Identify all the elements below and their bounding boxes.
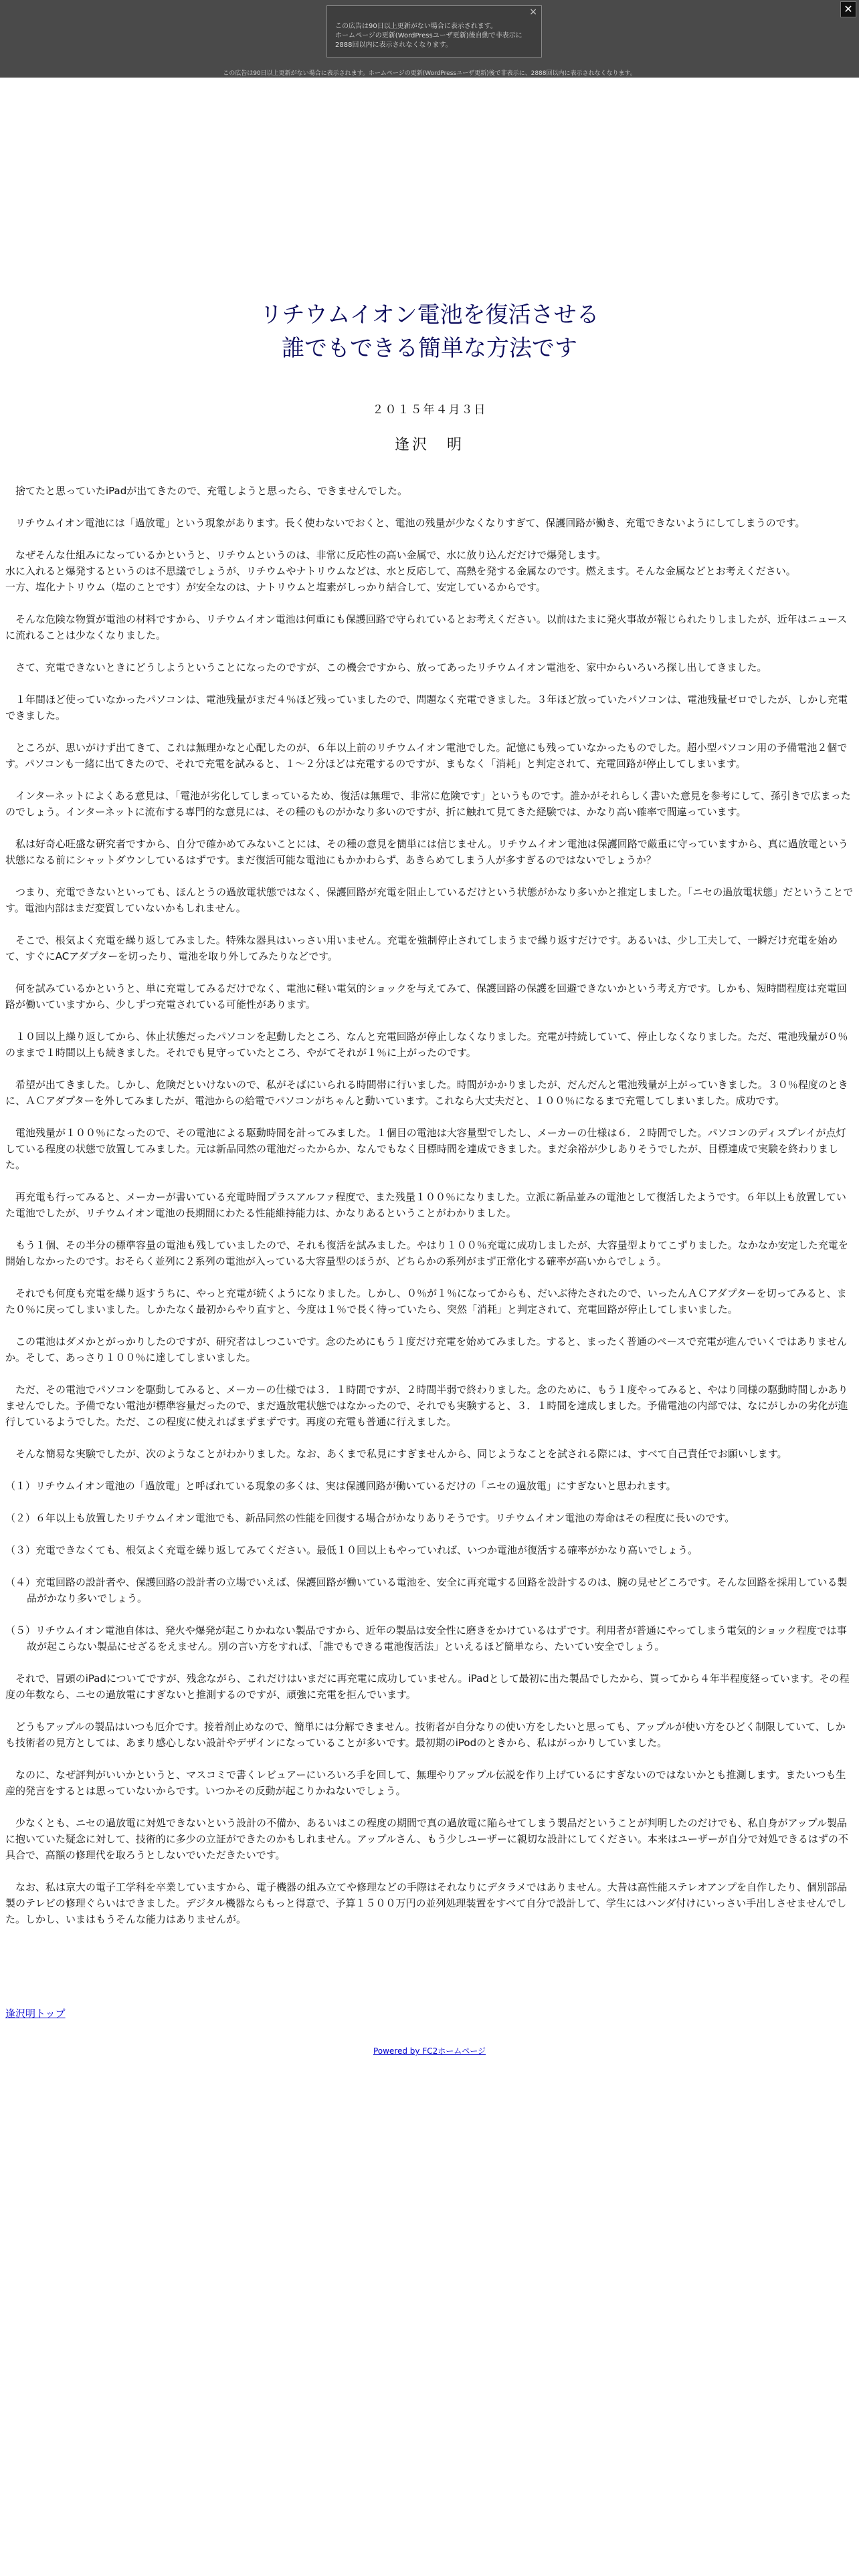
author-top-link[interactable]: 逢沢明トップ [5,2008,66,2020]
ad-line: この広告は90日以上更新がない場合に表示されます。 [335,23,497,30]
window-close-button[interactable]: ✕ [840,1,856,17]
paragraph: なお、私は京大の電子工学科を卒業していますから、電子機器の組み立てや修理などの手際はそれなりにデタラメではありません。大昔は高性能ステレオアンプを自作したり、個別部品製のテレビの修理ぐらいはできました。デジタル機器ならもっと得意で、予算１５００万円の並列処理装置をすべて自分で設計して、学生にはハンダ付けにいっさい手出しさせませんでした。しかし、いまはもうそんな能力はありませんが。 [5,1881,848,1925]
paragraph: つまり、充電できないといっても、ほんとうの過放電状態ではなく、保護回路が充電を阻止しているだけという状態がかなり多いかと推定しました。「ニセの過放電状態」だということです。電池内部はまだ変質していないかもしれません。 [5,886,854,914]
paragraph: さて、充電できないときにどうしようということになったのですが、この機会ですから、放ってあったリチウムイオン電池を、家中からいろいろ探し出してきました。 [5,661,767,673]
list-item: （４）充電回路の設計者や、保護回路の設計者の立場でいえば、保護回路が働いている電池を、安全に再充電する回路を設計するのは、腕の見せどころです。そんな回路を採用している製品がかなり多いでしょう。 [5,1576,848,1604]
paragraph: 捨てたと思っていたiPadが出てきたので、充電しようと思ったら、できませんでした。 [5,485,407,497]
paragraph: それで、冒頭のiPadについてですが、残念ながら、これだけはいまだに再充電に成功していません。iPadとして最初に出た製品でしたから、買ってから４年半程度経っています。その程度の年数なら、ニセの過放電にすぎないと推測するのですが、頑強に充電を拒んでいます。 [5,1673,850,1701]
list-item: （３）充電できなくても、根気よく充電を繰り返してみてください。最低１０回以上もやっていれば、いつか電池が復活する確率がかなり高いでしょう。 [5,1544,698,1556]
title-line: リチウムイオン電池を復活させる [260,302,599,328]
paragraph: どうもアップルの製品はいつも厄介です。接着剤止めなので、簡単には分解できません。技術者が自分なりの使い方をしたいと思っても、アップルが使い方をひどく制限していて、しかも技術者の見方としては、あまり感心しない設計やデザインになっていることが多いです。最初期のiPodのときから、私はがっかりしていました。 [5,1721,846,1749]
article-date: ２０１５年４月３日 [372,403,487,417]
paragraph: そこで、根気よく充電を繰り返してみました。特殊な器具はいっさい用いません。充電を強制停止されてしまうまで繰り返すだけです。あるいは、少し工夫して、一瞬だけ充電を始めて、すぐにACアダプターを切ったり、電池を取り外してみたりなどです。 [5,934,838,962]
paragraph: この電池はダメかとがっかりしたのですが、研究者はしつこいです。念のためにもう１度だけ充電を始めてみました。すると、まったく普通のペースで充電が進んでいくではありませんか。そして、あっさり１００％に達してしまいました。 [5,1335,848,1364]
list-item: （１）リチウムイオン電池の「過放電」と呼ばれている現象の多くは、実は保護回路が働いているだけの「ニセの過放電」にすぎないと思われます。 [5,1480,676,1492]
article-title [0,298,859,365]
paragraph: もう１個、その半分の標準容量の電池も残していましたので、それも復活を試みました。やはり１００％充電に成功しましたが、大容量型よりてこずりました。なかなか安定した充電を開始しなかったのです。おそらく並列に２系列の電池が入っている大容量型のほうが、どちらかの系列がまず正常化する確率が高いからでしょう。 [5,1239,848,1267]
title-line: 誰でもできる簡単な方法です [282,335,577,362]
list-item: （５）リチウムイオン電池自体は、発火や爆発が起こりかねない製品ですから、近年の製品は安全性に磨きをかけているはずです。利用者が普通にやってしまう電気的ショック程度では事故が起こらない製品にせざるをえません。別の言い方をすれば、「誰でもできる電池復活法」といえるほど簡単なら、たいてい安全でしょう。 [5,1624,847,1652]
ad-line: ホームページの更新(WordPressユーザ更新)後自動で非表示に [335,32,522,39]
paragraph: 再充電も行ってみると、メーカーが書いている充電時間プラスアルファ程度で、また残量１００％になりました。立派に新品並みの電池として復活したようです。６年以上も放置していた電池でしたが、リチウムイオン電池の長期間にわたる性能維持能力は、かなりあるということがわかりました。 [5,1191,846,1219]
paragraph: インターネットによくある意見は、「電池が劣化してしまっているため、復活は無理で、非常に危険です」というものです。誰かがそれらしく書いた意見を参考にして、孫引きで広まったのでしょう。インターネットに流布する専門的な意見には、その種のものがかなり多いのですが、折に触れて見てきた経験では、かなり高い確率で間違っています。 [5,790,851,818]
ad-banner-bar [0,0,859,78]
ad-box[interactable] [326,5,542,58]
paragraph: 私は好奇心旺盛な研究者ですから、自分で確かめてみないことには、その種の意見を簡単には信じません。リチウムイオン電池は保護回路で厳重に守っていますから、真に過放電という状態になる前にシャットダウンしているはずです。まだ復活可能な電池にもかかわらず、あきらめてしまう人が多すぎるのではないでしょうか？ [5,838,848,866]
article-body [5,483,854,1943]
article-author: 逢沢 明 [394,437,464,453]
paragraph: なのに、なぜ評判がいいかというと、マスコミで書くレビュアーにいろいろ手を回して、無理やりアップル伝説を作り上げているにすぎないのではないかとも推測します。またいつも生産的発言をするとは思っていないからです。いつかその反動が起こりかねないでしょう。 [5,1769,846,1797]
ad-note: この広告は90日以上更新がない場合に表示されます。ホームページの更新(WordPressユーザ更新)後で非表示に、2888回以内に表示されなくなります。 [223,70,636,77]
paragraph: そんな簡易な実験でしたが、次のようなことがわかりました。なお、あくまで私見にすぎませんから、同じようなことを試される際には、すべて自己責任でお願いします。 [5,1448,787,1460]
paragraph: 水に入れると爆発するというのは不思議でしょうが、リチウムやナトリウムなどは、水と反応して、高熱を発する金属なのです。燃えます。そんな金属などとお考えください。 [5,565,796,577]
powered-by-link[interactable]: Powered by FC2ホームページ [373,2046,486,2056]
paragraph: ところが、思いがけず出てきて、これは無理かなと心配したのが、６年以上前のリチウムイオン電池でした。記憶にも残っていなかったものでした。超小型パソコン用の予備電池２個です。パソコンも一緒に出てきたので、それで充電を試みると、１～２分ほどは充電するのですが、まもなく「消耗」と判定されて、充電回路が停止してしまいます。 [5,742,848,770]
paragraph: なぜそんな仕組みになっているかというと、リチウムというのは、非常に反応性の高い金属で、水に放り込んだだけで爆発します。 [5,549,607,561]
paragraph: 一方、塩化ナトリウム（塩のことです）が安全なのは、ナトリウムと塩素がしっかり結合して、安定しているからです。 [5,581,547,593]
ad-close-icon[interactable]: × [529,7,537,17]
footer [0,2045,859,2056]
paragraph: 何を試みているかというと、単に充電してみるだけでなく、電池に軽い電気的ショックを与えてみて、保護回路の保護を回避できないかという考え方です。しかも、短時間程度は充電回路が働いていますから、少しずつ充電されている可能性があります。 [5,982,847,1010]
paragraph: 電池残量が１００％になったので、その電池による駆動時間を計ってみました。１個目の電池は大容量型でしたし、メーカーの仕様は６．２時間でした。パソコンのディスプレイが点灯している程度の状態で放置してみました。元は新品同然の電池だったからか、なんでもなく目標時間を達成できました。まだ余裕が少しありそうでしたが、目標達成で実験を終わりました。 [5,1127,846,1171]
list-item: （２）６年以上も放置したリチウムイオン電池でも、新品同然の性能を回復する場合がかなりありそうです。リチウムイオン電池の寿命はその程度に長いのです。 [5,1512,735,1524]
paragraph: それでも何度も充電を繰り返すうちに、やっと充電が続くようになりました。しかし、０％が１％になってからも、だいぶ待たされたので、いったんＡＣアダプターを切ってみると、また０％に戻ってしまいました。しかたなく最初からやり直すと、今度は１％で長く待っていたら、突然「消耗」と判定されて、充電回路が停止してしまいました。 [5,1287,847,1315]
paragraph: １０回以上繰り返してから、休止状態だったパソコンを起動したところ、なんと充電回路が停止しなくなりました。充電が持続していて、停止しなくなりました。ただ、電池残量が０％のままで１時間以上も続きました。それでも見守っていたところ、やがてそれが１％に上がったのです。 [5,1031,848,1059]
paragraph: そんな危険な物質が電池の材料ですから、リチウムイオン電池は何重にも保護回路で守られているとお考えください。以前はたまに発火事故が報じられたりしましたが、近年はニュースに流れることは少なくなりました。 [5,613,848,641]
paragraph: 少なくとも、ニセの過放電に対処できないという設計の不備か、あるいはこの程度の期間で真の過放電に陥らせてしまう製品だということが判明したのだけでも、私自身がアップル製品に抱いていた疑念に対して、技術的に多少の立証ができたのかもしれません。アップルさん、もう少しユーザーに親切な設計にしてください。本来はユーザーが自分で対処できるはずの不具合で、高額の修理代を取ろうとしないでいただきたいです。 [5,1817,848,1861]
ad-line: 2888回以内に表示されなくなります。 [335,41,452,49]
paragraph: 希望が出てきました。しかし、危険だといけないので、私がそばにいられる時間帯に行いました。時間がかかりましたが、だんだんと電池残量が上がっていきました。３０％程度のときに、ＡＣアダプターを外してみましたが、電池からの給電でパソコンがちゃんと動いています。これなら大丈夫だと、１００％になるまで充電してしまいました。成功です。 [5,1079,848,1107]
paragraph: ただ、その電池でパソコンを駆動してみると、メーカーの仕様では３．１時間ですが、２時間半弱で終わりました。念のために、もう１度やってみると、やはり同様の駆動時間しかありませんでした。予備でない電池が標準容量だったので、まだ過放電状態ではなかったので、それでも実験すると、３．１時間を達成しました。予備電池の内部では、なにがしかの劣化が進行しているようでした。ただ、この程度に使えればまずまずです。再度の充電も普通に行えました。 [5,1384,848,1428]
paragraph: １年間ほど使っていなかったパソコンは、電池残量がまだ４％ほど残っていましたので、問題なく充電できました。３年ほど放っていたパソコンは、電池残量ゼロでしたが、しかし充電できました。 [5,693,848,722]
paragraph: リチウムイオン電池には「過放電」という現象があります。長く使わないでおくと、電池の残量が少なくなりすぎて、保護回路が働き、充電できないようにしてしまうのです。 [5,517,805,529]
